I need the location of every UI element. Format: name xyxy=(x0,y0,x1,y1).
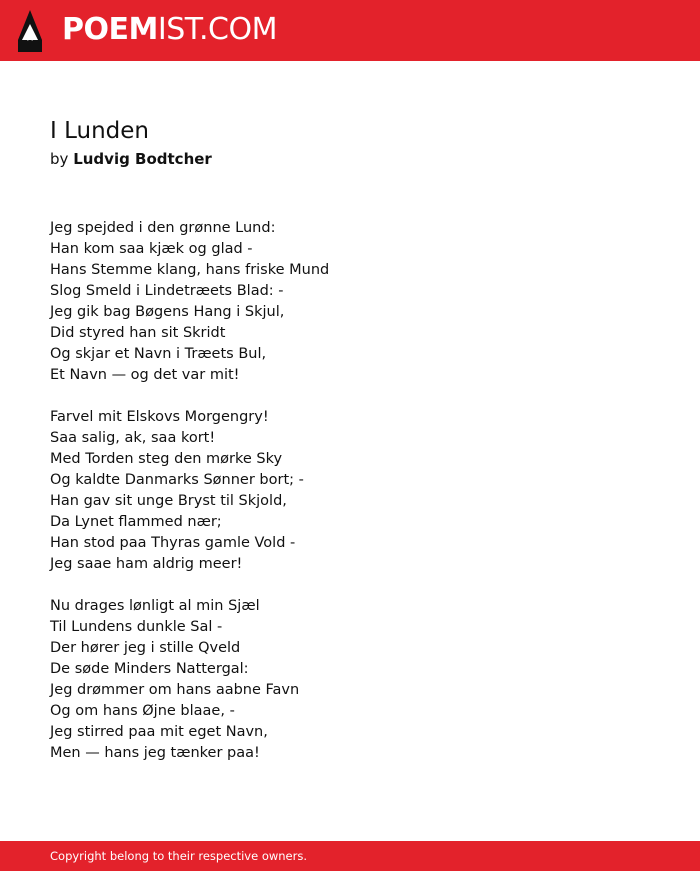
poem-line: Og kaldte Danmarks Sønner bort; - xyxy=(50,472,304,488)
poem-line: Da Lynet flammed nær; xyxy=(50,514,222,530)
poem-line: Did styred han sit Skridt xyxy=(50,325,226,341)
poem-line: Med Torden steg den mørke Sky xyxy=(50,451,283,467)
poem-line: Jeg gik bag Bøgens Hang i Skjul, xyxy=(50,304,285,320)
poem-line: Han gav sit unge Bryst til Skjold, xyxy=(50,493,287,509)
poem-line: Slog Smeld i Lindetræets Blad: - xyxy=(50,283,284,299)
poem-line: Et Navn — og det var mit! xyxy=(50,367,240,383)
logo-light-text: IST.COM xyxy=(157,12,277,47)
poem-line: Han kom saa kjæk og glad - xyxy=(50,241,253,257)
pencil-tip-icon[interactable] xyxy=(18,10,42,52)
poem-stanza xyxy=(50,407,650,575)
poem-line: Jeg drømmer om hans aabne Favn xyxy=(50,682,300,698)
poem-title: I Lunden xyxy=(50,118,149,144)
poem-line: Og skjar et Navn i Træets Bul, xyxy=(50,346,267,362)
poem-line: Farvel mit Elskovs Morgengry! xyxy=(50,409,269,425)
poem-line: Der hører jeg i stille Qveld xyxy=(50,640,241,656)
poem-line: De søde Minders Nattergal: xyxy=(50,661,249,677)
poem-line: Han stod paa Thyras gamle Vold - xyxy=(50,535,296,551)
poem-line: Jeg stirred paa mit eget Navn, xyxy=(50,724,268,740)
poem-line: Hans Stemme klang, hans friske Mund xyxy=(50,262,330,278)
site-header xyxy=(0,0,700,61)
poem-line: Og om hans Øjne blaae, - xyxy=(50,703,235,719)
poem-body xyxy=(50,218,650,785)
poem-line: Til Lundens dunkle Sal - xyxy=(50,619,223,635)
poem-line: Men — hans jeg tænker paa! xyxy=(50,745,260,761)
poem-line: Saa salig, ak, saa kort! xyxy=(50,430,216,446)
site-footer xyxy=(0,841,700,871)
poem-line: Jeg spejded i den grønne Lund: xyxy=(50,220,276,236)
by-label: by xyxy=(50,150,69,168)
byline xyxy=(50,148,212,170)
site-logo[interactable] xyxy=(62,13,277,47)
poem-stanza xyxy=(50,596,650,764)
poem-line: Nu drages lønligt al min Sjæl xyxy=(50,598,260,614)
author-name: Ludvig Bodtcher xyxy=(73,150,212,168)
copyright-text: Copyright belong to their respective owners. xyxy=(50,849,308,863)
poem-stanza xyxy=(50,218,650,386)
poem-line: Jeg saae ham aldrig meer! xyxy=(50,556,243,572)
logo-bold-text: POEM xyxy=(62,12,158,47)
